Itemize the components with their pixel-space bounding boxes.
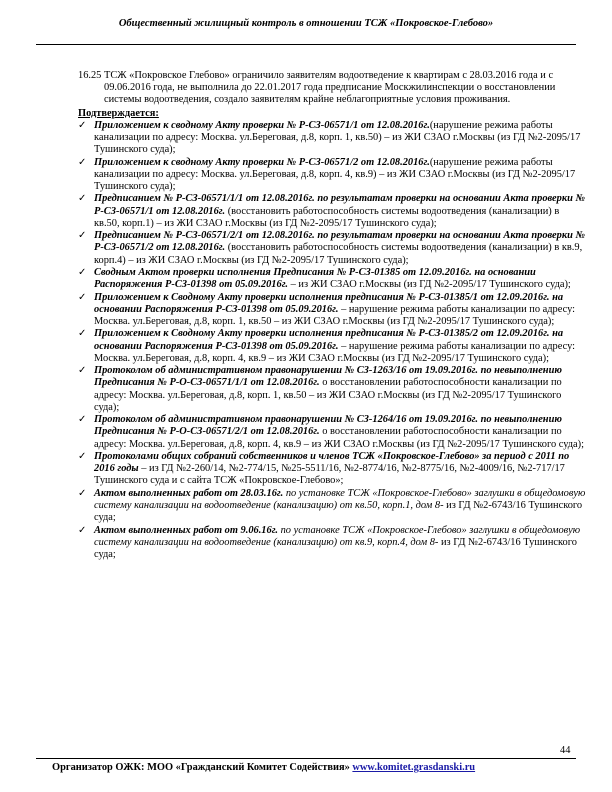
- footer-divider: [36, 758, 576, 759]
- list-item: [78, 230, 586, 267]
- item-lead: Актом выполненных работ от 28.03.16г.: [94, 487, 284, 499]
- item-text: из ГД №2-6743/16 Тушинского суда;: [94, 499, 583, 524]
- item-lead: Протоколом об административном правонарушении № СЗ-1264/16 от 19.09.2016г. по невыполнению Предписания № Р-О-СЗ-06571/2/1 от 12.08.2016г.: [94, 414, 562, 438]
- evidence-list: [78, 120, 586, 561]
- checkmark-icon: ✓: [78, 119, 87, 131]
- item-lead: Приложением к Сводному Акту проверки исполнения предписания № Р-СЗ-01385/2 от 12.09.2016г. на основании Распоряжения Р-СЗ-01398 от 05.09.2016г.: [94, 328, 564, 352]
- item-text: – нарушение режима работы канализации по адресу: Москва. ул.Береговая, д.8, корп. 1, кв.50 – из ЖИ СЗАО г.Москвы (из ГД №2-2095/17 Тушинского суда);: [94, 303, 576, 327]
- item-text: – из ГД №2-260/14, №2-774/15, №25-5511/16, №2-8774/16, №2-8775/16, №2-4009/16, №2-717/17 Тушинского суда и с сайта ТСЖ «Покровское-Глебово»;: [94, 463, 565, 487]
- item-text-italic: по установке ТСЖ «Покровское-Глебово» заглушки в общедомовую систему канализации на водоотведение (канализацию) от кв.50, корп.1, дом 8-: [94, 487, 586, 511]
- list-item: [78, 365, 586, 414]
- footer-text: Организатор ОЖК: МОО «Гражданский Комитет Содействия»: [52, 762, 350, 773]
- list-item: [78, 488, 586, 525]
- item-lead: Приложением к сводному Акту проверки № Р-СЗ-06571/2 от 12.08.2016г.: [94, 156, 430, 168]
- checkmark-icon: ✓: [78, 450, 87, 462]
- item-lead: Предписанием № Р-СЗ-06571/1/1 от 12.08.2016г. по результатам проверки на основании Акта проверки № Р-СЗ-06571/1 от 12.08.2016г.: [94, 193, 585, 217]
- item-text: (нарушение режима работы канализации по адресу: Москва. ул.Береговая, д.8, корп. 4, кв.9) – из ЖИ СЗАО г.Москвы (из ГД №2-2095/17 Тушинского суда);: [94, 156, 576, 193]
- page-number: 44: [560, 745, 571, 756]
- item-lead: Приложением к Сводному Акту проверки исполнения предписания № Р-СЗ-01385/1 от 12.09.2016г. на основании Распоряжения Р-СЗ-01398 от 05.09.2016г.: [94, 291, 564, 315]
- item-text: из ГД №2-6743/16 Тушинского суда;: [94, 536, 577, 560]
- checkmark-icon: ✓: [78, 328, 87, 340]
- section-paragraph: [78, 70, 586, 107]
- page-header: Общественный жилищный контроль в отношении ТСЖ «Покровское-Глебово»: [118, 18, 494, 29]
- list-item: [78, 267, 586, 291]
- item-lead: Протоколами общих собраний собственников и членов ТСЖ «Покровское-Глебово» за период с 2011 по 2016 годы: [94, 450, 570, 475]
- item-lead: Предписанием № Р-СЗ-06571/2/1 от 12.08.2016г. по результатам проверки на основании Акта проверки № Р-СЗ-06571/2 от 12.08.2016г.: [94, 230, 585, 254]
- checkmark-icon: ✓: [78, 267, 87, 278]
- footer-link[interactable]: www.komitet.grasdanski.ru: [352, 762, 476, 773]
- checkmark-icon: ✓: [78, 291, 87, 303]
- list-item: [78, 451, 586, 488]
- list-item: [78, 120, 586, 157]
- checkmark-icon: ✓: [78, 487, 87, 499]
- checkmark-icon: ✓: [78, 414, 87, 426]
- header-divider: [36, 44, 576, 45]
- item-lead: Актом выполненных работ от 9.06.16г.: [94, 524, 278, 536]
- checkmark-icon: ✓: [78, 193, 87, 205]
- confirm-heading: Подтверждается:: [78, 107, 159, 119]
- checkmark-icon: ✓: [78, 156, 87, 168]
- section-text: ТСЖ «Покровское Глебово» ограничило заявителям водоотведение к квартирам с 28.03.2016 года и с 09.06.2016 года, не выполнила до 22.01.2017 года предписание Москжилинспекции о восстановлении системы водоотведения, создало заявителям крайне неблагоприятные условия проживания.: [104, 70, 556, 106]
- item-lead: Приложением к сводному Акту проверки № Р-СЗ-06571/1 от 12.08.2016г.: [94, 119, 430, 131]
- list-item: [78, 157, 586, 194]
- list-item: [78, 328, 586, 365]
- section-number: 16.25: [78, 70, 102, 81]
- list-item: [78, 414, 586, 451]
- item-text: о восстановлении работоспособности канализации по адресу: Москва. ул.Береговая, д.8, корп. 1, кв.50 – из ЖИ СЗАО г.Москвы (из ГД №2-2095/17 Тушинского суда);: [94, 377, 562, 413]
- page-footer: [52, 762, 572, 773]
- item-text: о восстановлении работоспособности канализации по адресу: Москва. ул.Береговая, д.8, корп. 4, кв.9 – из ЖИ СЗАО г.Москвы (из ГД №2-2095/17 Тушинского суда);: [94, 426, 585, 450]
- checkmark-icon: ✓: [78, 230, 87, 242]
- list-item: [78, 193, 586, 230]
- item-text: – нарушение режима работы канализации по адресу: Москва. ул.Береговая, д.8, корп. 4, кв.9 – из ЖИ СЗАО г.Москвы (из ГД №2-2095/17 Тушинского суда);: [94, 340, 576, 364]
- list-item: [78, 292, 586, 329]
- item-text: (восстановить работоспособность системы водоотведения (канализации) в кв.50, корп.1) – из ЖИ СЗАО г.Москвы (из ГД №2-2095/17 Тушинского суда);: [94, 205, 560, 229]
- checkmark-icon: ✓: [78, 365, 87, 377]
- item-lead: Сводным Актом проверки исполнения Предписания № Р-СЗ-01385 от 12.09.2016г. на основании Распоряжения Р-СЗ-01398 от 05.09.2016г.: [94, 267, 536, 291]
- list-item: [78, 525, 586, 562]
- item-text: (восстановить работоспособность системы водоотведения (канализации) в кв.9, корп.4) – из ЖИ СЗАО г.Москвы (из ГД №2-2095/17 Тушинского суда);: [94, 242, 583, 266]
- item-lead: Протоколом об административном правонарушении № СЗ-1263/16 от 19.09.2016г. по невыполнению Предписания № Р-О-СЗ-06571/1/1 от 12.08.2016г.: [94, 365, 562, 389]
- item-text-italic: по установке ТСЖ «Покровское-Глебово» заглушки в общедомовую систему канализации на водоотведение (канализацию) от кв.9, корп.4, дом 8-: [94, 524, 581, 548]
- document-body: [78, 70, 586, 561]
- checkmark-icon: ✓: [78, 524, 87, 536]
- item-text: – из ЖИ СЗАО г.Москвы (из ГД №2-2095/17 Тушинского суда);: [290, 279, 571, 291]
- item-text: (нарушение режима работы канализации по адресу: Москва. ул.Береговая, д.8, корп. 1, кв.50) – из ЖИ СЗАО г.Москвы (из ГД №2-2095/17 Тушинского суда);: [94, 119, 581, 156]
